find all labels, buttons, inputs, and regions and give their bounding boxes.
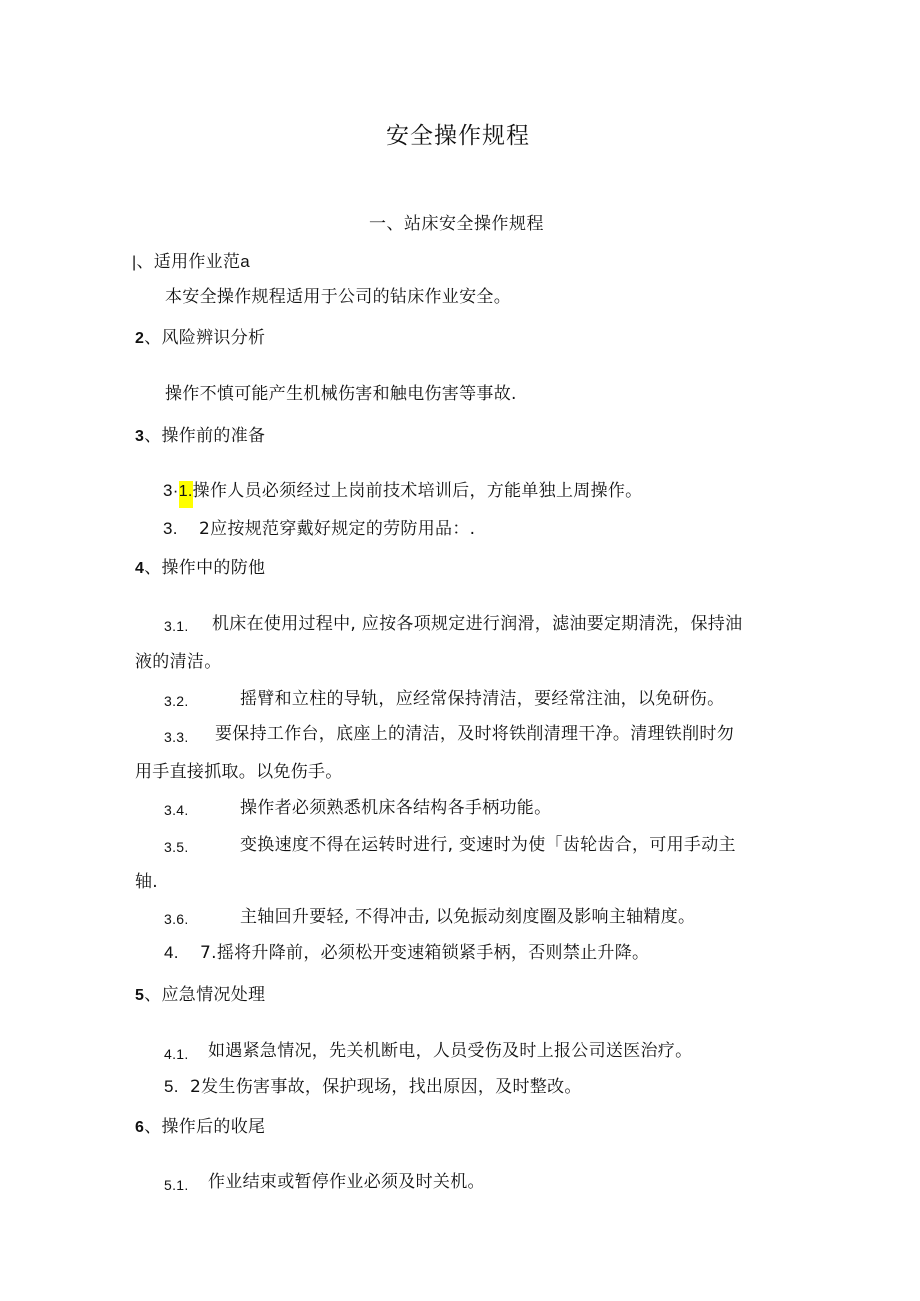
item-3-2 xyxy=(163,517,475,541)
section-4-heading xyxy=(135,556,265,581)
section-4-number: 4 xyxy=(135,560,145,577)
section-subtitle: 一、站床安全操作规程 xyxy=(369,214,544,234)
item-emergency-1-text: 如遇紧急情况，先关机断电，人员受伤及时上报公司送医治疗。 xyxy=(208,1041,693,1061)
item-op-6-text: 主轴回升要轻, 不得冲击, 以免振动刻度圈及影响主轴精度。 xyxy=(240,907,696,927)
item-op-4-number: 3.4. xyxy=(164,802,189,818)
item-3-1 xyxy=(163,479,642,504)
item-op-1-number: 3.1. xyxy=(164,618,189,634)
item-op-1-continuation: 液的清洁。 xyxy=(135,652,222,672)
item-op-7-text: 7.摇将升降前，必须松开变速箱锁紧手柄，否则禁止升降。 xyxy=(200,943,650,963)
item-op-3-text: 要保持工作台，底座上的清洁，及时将铁削清理干净。清理铁削时勿 xyxy=(215,724,734,744)
item-op-3-number: 3.3. xyxy=(164,729,189,745)
section-3-title: 、操作前的准备 xyxy=(144,426,266,446)
item-op-5-text: 变换速度不得在运转时进行, 变速时为使「齿轮齿合，可用手动主 xyxy=(240,835,736,855)
section-1-number: | xyxy=(132,254,137,271)
item-op-6-number: 3.6. xyxy=(164,911,189,927)
item-op-5-continuation: 轴. xyxy=(135,872,159,892)
item-op-7-number: 4. xyxy=(164,943,179,962)
section-5-heading xyxy=(135,983,265,1008)
item-emergency-1-number: 4.1. xyxy=(164,1046,189,1062)
section-1-paragraph: 本安全操作规程适用于公司的钻床作业安全。 xyxy=(165,287,511,307)
item-finish-1-text: 作业结束或暂停作业必须及时关机。 xyxy=(208,1172,485,1192)
item-op-5-number: 3.5. xyxy=(164,839,189,855)
section-6-number: 6 xyxy=(135,1119,145,1136)
item-emergency-2-text: 2发生伤害事故，保护现场，找出原因，及时整改。 xyxy=(190,1077,582,1097)
section-1-title: 、适用作业范 xyxy=(136,252,241,272)
section-2-title: 、风险辨识分析 xyxy=(144,328,266,348)
section-5-title: 、应急情况处理 xyxy=(144,985,266,1005)
section-6-title: 、操作后的收尾 xyxy=(144,1117,266,1137)
item-op-2-number: 3.2. xyxy=(164,693,189,709)
item-3-2-text: 2应按规范穿戴好规定的劳防用品：. xyxy=(199,519,476,539)
section-2-number: 2 xyxy=(135,330,145,347)
item-op-2-text: 摇臂和立柱的导轨，应经常保持清洁，要经常注油，以免研伤。 xyxy=(240,689,725,709)
item-op-3-continuation: 用手直接抓取。以免伤手。 xyxy=(135,762,343,782)
section-2-heading xyxy=(135,326,265,351)
item-emergency-2 xyxy=(164,1075,582,1099)
section-3-heading xyxy=(135,424,265,449)
section-5-number: 5 xyxy=(135,987,145,1004)
section-3-number: 3 xyxy=(135,428,145,445)
section-2-paragraph: 操作不慎可能产生机械伤害和触电伤害等事故. xyxy=(165,384,517,404)
item-3-2-number: 3. xyxy=(163,519,178,538)
section-1-heading xyxy=(132,250,250,275)
item-op-7 xyxy=(164,941,649,965)
item-3-1-text: 操作人员必须经过上岗前技术培训后，方能单独上周操作。 xyxy=(192,481,643,501)
item-op-1-text: 机床在使用过程中, 应按各项规定进行润滑，滤油要定期清洗，保持油 xyxy=(212,614,743,634)
document-title: 安全操作规程 xyxy=(386,123,530,149)
item-emergency-2-number: 5. xyxy=(164,1077,179,1096)
section-1-title-tail: a xyxy=(240,252,251,271)
item-finish-1-number: 5.1. xyxy=(164,1177,189,1193)
highlight-mark: 1. xyxy=(179,481,193,508)
section-6-heading xyxy=(135,1115,265,1140)
section-4-title: 、操作中的防他 xyxy=(144,558,266,578)
item-op-4-text: 操作者必须熟悉机床各结构各手柄功能。 xyxy=(240,798,552,818)
item-3-1-prefix: 3· xyxy=(163,481,179,500)
